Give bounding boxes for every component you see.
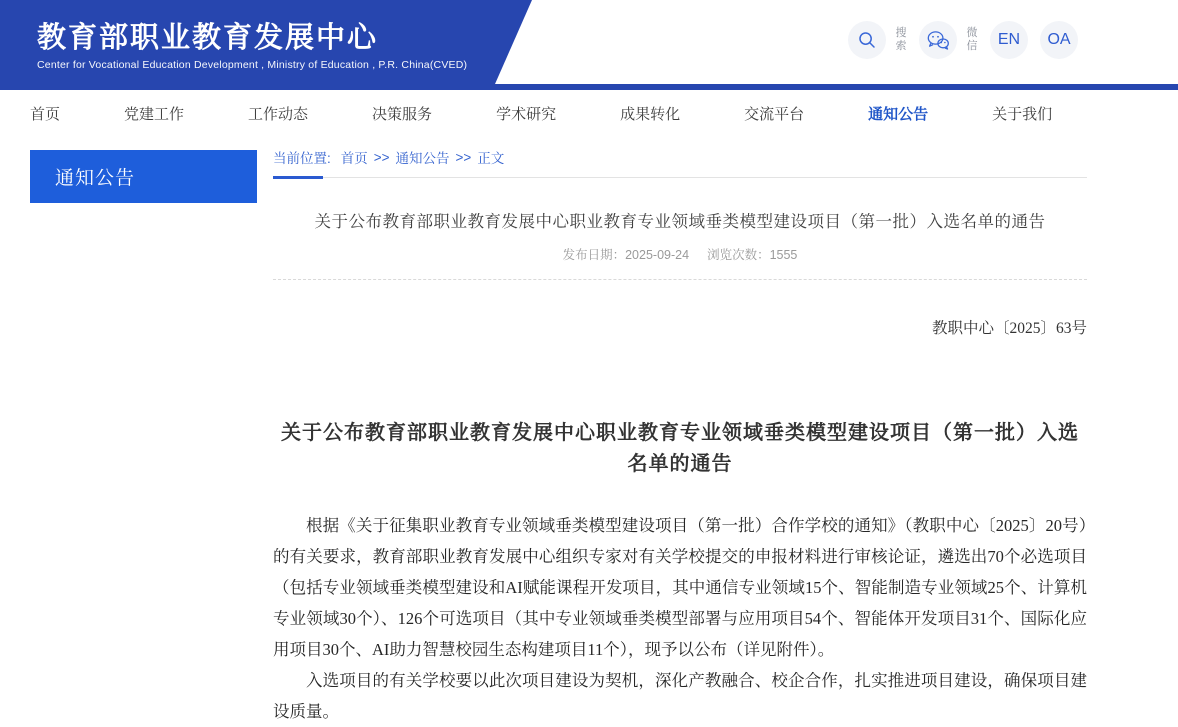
wechat-button[interactable]	[919, 21, 957, 59]
english-button[interactable]	[990, 21, 1028, 59]
site-header	[0, 0, 1178, 90]
oa-button-label: OA	[1047, 31, 1071, 48]
breadcrumb-separator: >>	[373, 149, 390, 165]
search-button[interactable]	[848, 21, 886, 59]
article-title: 关于公布教育部职业教育发展中心职业教育专业领域垂类模型建设项目（第一批）入选名单的通告	[314, 213, 1046, 231]
notice-heading: 关于公布教育部职业教育发展中心职业教育专业领域垂类模型建设项目（第一批）入选名单的通告	[281, 422, 1079, 475]
header-bottom-strip	[0, 84, 1178, 90]
nav-item-home[interactable]: 首页	[30, 105, 61, 123]
header-tools	[848, 21, 1078, 59]
meta-divider	[273, 279, 1087, 280]
wechat-icon	[926, 30, 950, 50]
nav-item-notices[interactable]: 通知公告	[868, 105, 929, 123]
nav-item-academic-research[interactable]: 学术研究	[496, 105, 557, 123]
article-content	[273, 136, 1087, 727]
breadcrumb-divider	[273, 176, 1087, 179]
nav-item-about-us[interactable]: 关于我们	[992, 105, 1053, 123]
site-logo[interactable]	[37, 22, 467, 71]
notice-paragraph: 入选项目的有关学校要以此次项目建设为契机，深化产教融合、校企合作，扎实推进项目建设，确保项目建设质量。	[273, 671, 1087, 721]
views-count: 1555	[769, 248, 798, 262]
main-area	[0, 136, 1178, 727]
english-button-label: EN	[997, 31, 1021, 48]
main-nav	[0, 90, 1178, 136]
breadcrumb-current: 正文	[477, 151, 505, 166]
article-meta	[273, 245, 1087, 263]
site-subtitle: Center for Vocational Education Development , Ministry of Education , P.R. China(CVED)	[37, 59, 468, 71]
site-title: 教育部职业教育发展中心	[37, 22, 379, 54]
nav-item-exchange-platform[interactable]: 交流平台	[744, 105, 805, 123]
breadcrumb	[273, 136, 1087, 167]
nav-item-work-news[interactable]: 工作动态	[248, 105, 309, 123]
views-label: 浏览次数：	[707, 248, 770, 262]
publish-date: 2025-09-24	[625, 248, 690, 262]
publish-date-label: 发布日期：	[562, 248, 626, 262]
breadcrumb-notices-link[interactable]: 通知公告	[395, 151, 450, 166]
search-icon	[857, 30, 877, 50]
oa-button[interactable]	[1040, 21, 1078, 59]
breadcrumb-separator: >>	[455, 149, 472, 165]
nav-item-achievements[interactable]: 成果转化	[620, 105, 681, 123]
sidebar-item-notices[interactable]: 通知公告	[30, 150, 257, 203]
notice-paragraph: 根据《关于征集职业教育专业领域垂类模型建设项目（第一批）合作学校的通知》（教职中心〔2025〕20号）的有关要求，教育部职业教育发展中心组织专家对有关学校提交的申报材料进行审核论证，遴选出70个必选项目（包括专业领域垂类模型建设和AI赋能课程开发项目，其中通信专业领域15个、智能制造专业领域25个、计算机专业领域30个）、126个可选项目（其中专业领域垂类模型部署与应用项目54个、智能体开发项目31个、国际化应用项目30个、AI助力智慧校园生态构建项目11个），现予以公布（详见附件）。	[273, 516, 1088, 659]
breadcrumb-prefix: 当前位置:	[273, 151, 331, 166]
search-label: 搜索	[895, 27, 907, 52]
wechat-label: 微信	[966, 27, 978, 52]
document-number: 教职中心〔2025〕63号	[931, 320, 1087, 337]
nav-item-policy-service[interactable]: 决策服务	[372, 105, 433, 123]
breadcrumb-home-link[interactable]: 首页	[340, 151, 368, 166]
nav-item-party-building[interactable]: 党建工作	[124, 105, 185, 123]
